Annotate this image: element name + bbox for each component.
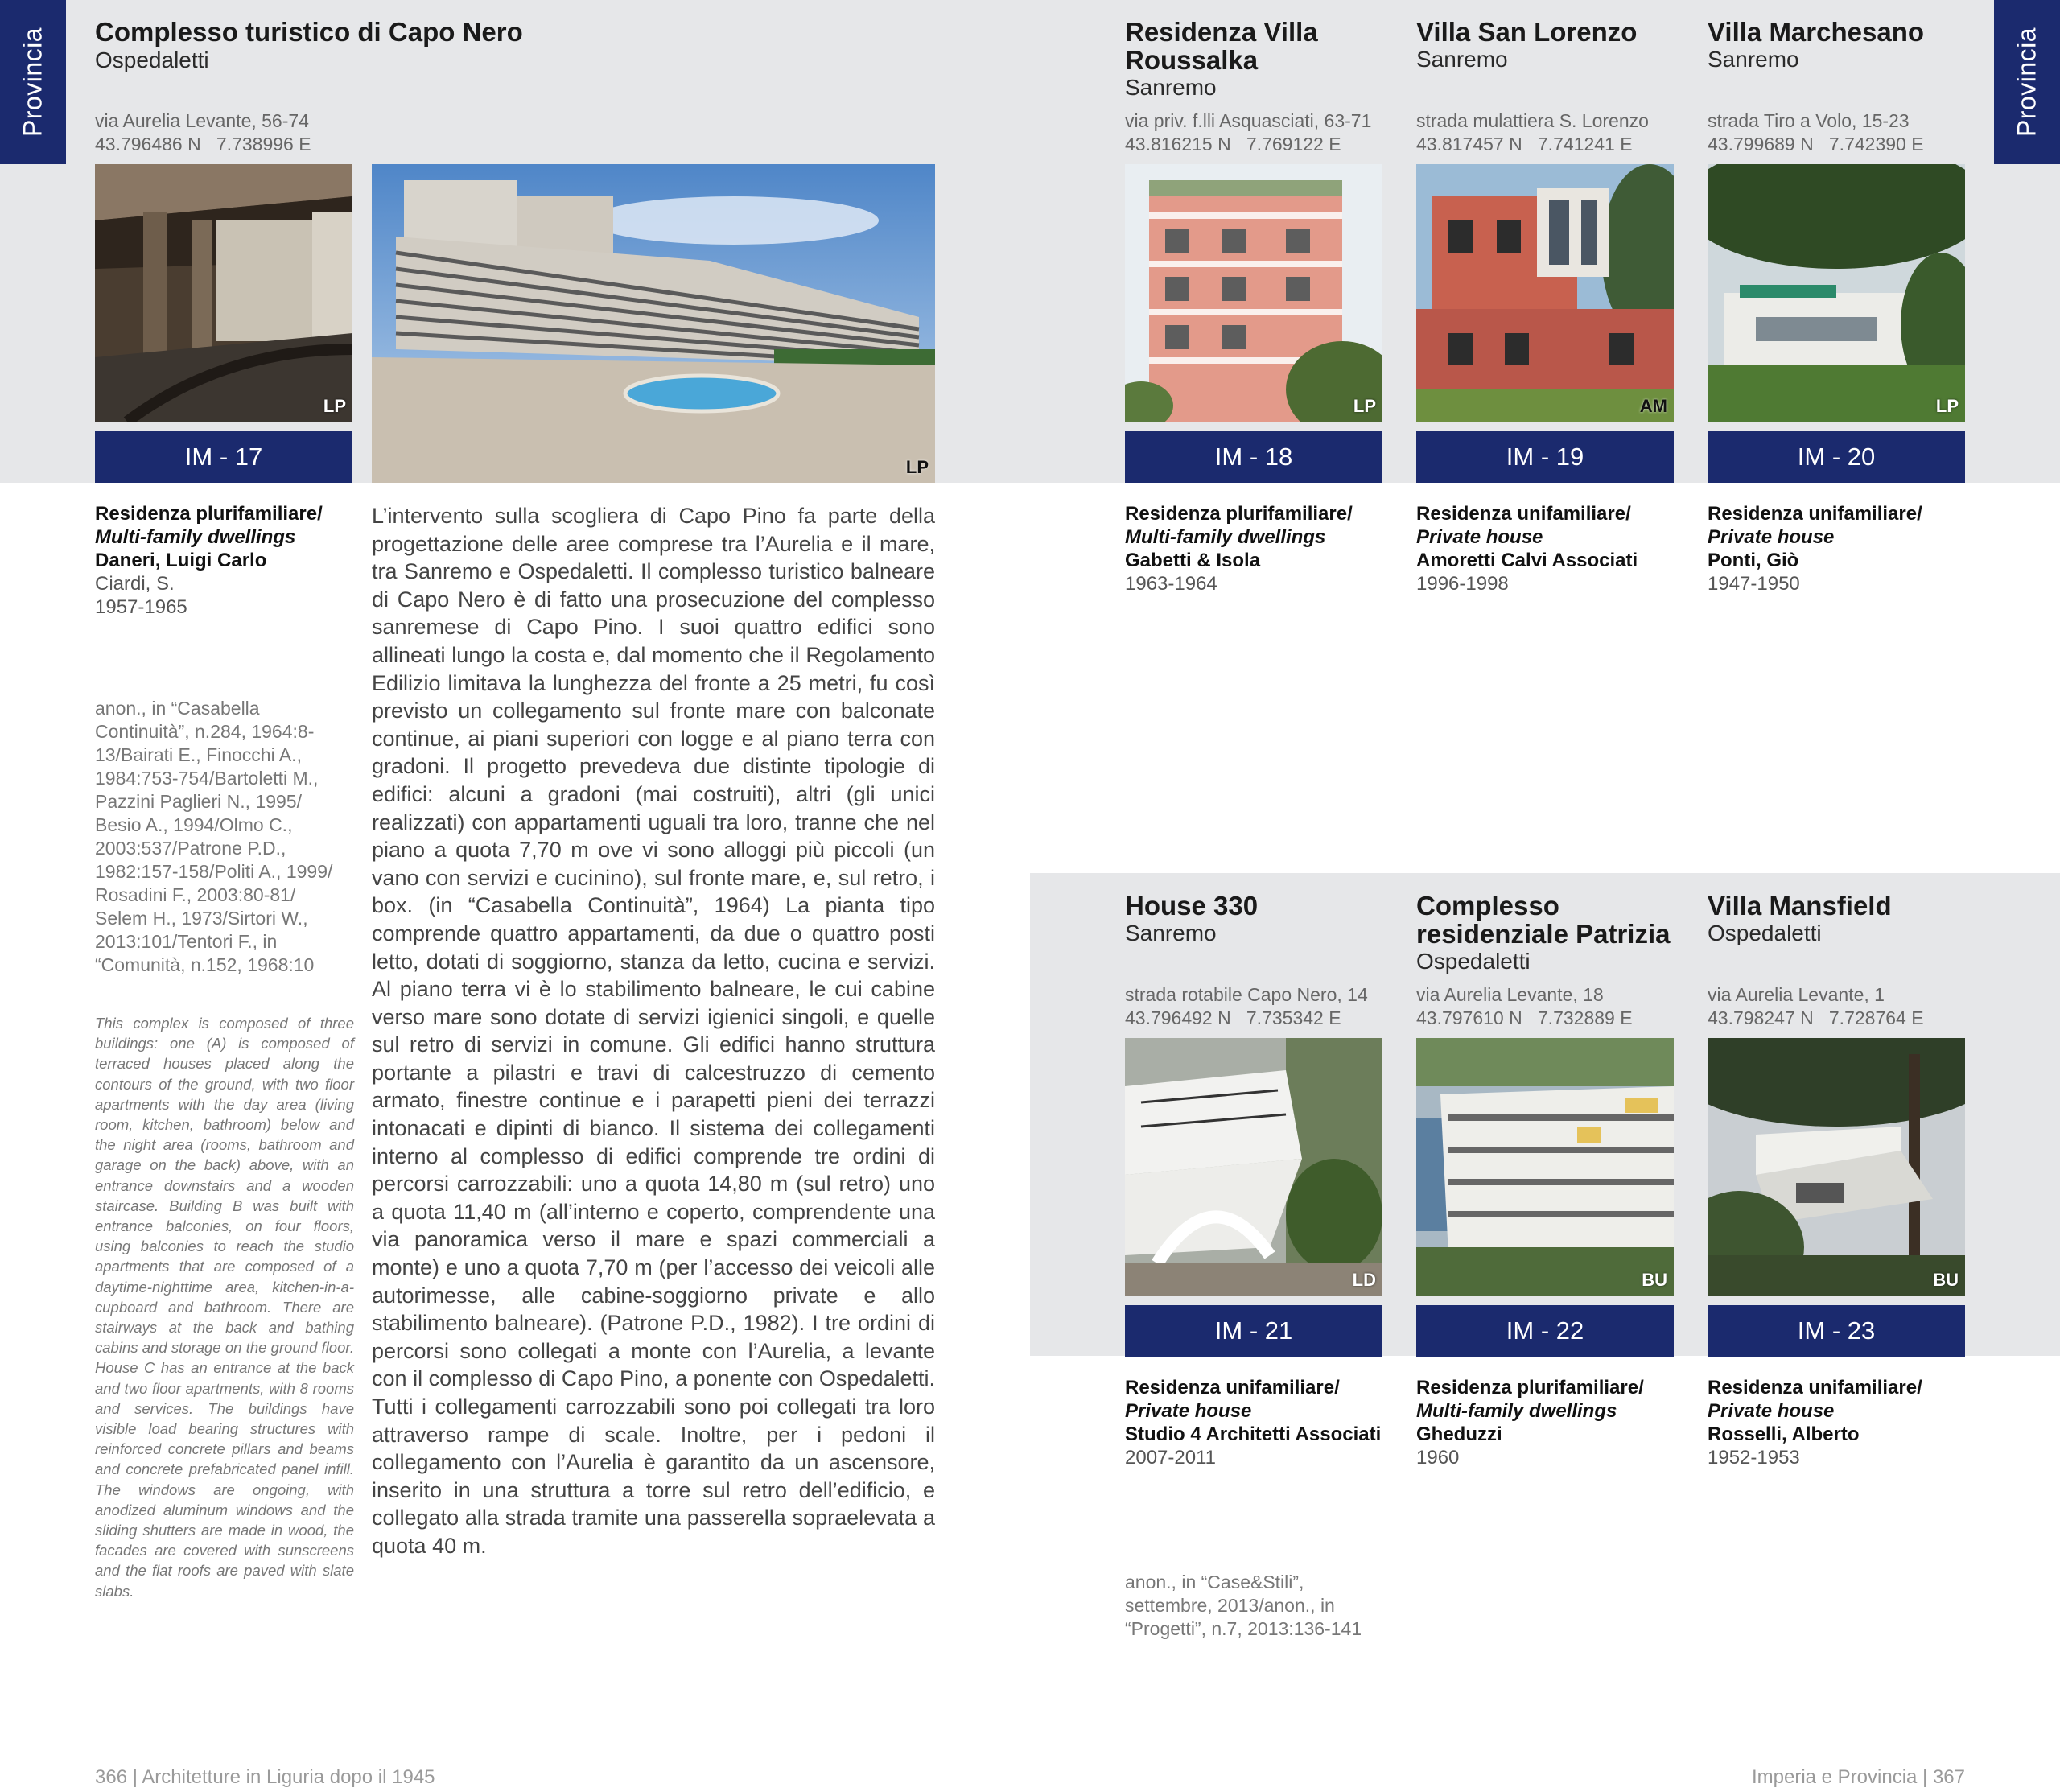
architect: Daneri, Luigi Carlo <box>95 550 267 571</box>
architect: Ponti, Giò <box>1708 550 1799 571</box>
years: 1957-1965 <box>95 596 187 618</box>
photo-credit: LD <box>1352 1270 1376 1290</box>
years: 2007-2011 <box>1125 1447 1216 1469</box>
photo-roussalka <box>1125 164 1382 422</box>
entry-meta <box>1125 502 1399 595</box>
type-en: Multi-family dwellings <box>1416 1400 1617 1422</box>
bibliography: anon., in “Casabella Continuità”, n.284, 1964:8-13/Bairati E., Finocchi A., 1984:753-754/Bartoletti M., Pazzini Paglieri N., 1995/ Besio A., 1994/Olmo C., 2003:537/Patrone P.D., 1982:157-158/Politi A., 1999/ Rosadini F., 2003:80-81/ Selem H., 1973/Sirtori W., 2013:101/Tentori F., in “Comunità, n.152, 1968:10 <box>95 698 333 975</box>
type-it: Residenza plurifamiliare/ <box>1416 1377 1644 1399</box>
entry-card <box>1416 892 1682 975</box>
entry-card <box>1416 18 1682 73</box>
years: 1996-1998 <box>1416 573 1509 595</box>
entry-code: IM - 19 <box>1416 431 1674 483</box>
entry-code: IM - 22 <box>1416 1305 1674 1357</box>
entry-town: Sanremo <box>1708 47 1799 72</box>
photo-complex <box>372 164 935 483</box>
type-it: Residenza unifamiliare/ <box>1708 503 1922 525</box>
entry-title: Villa San Lorenzo <box>1416 17 1638 47</box>
photo-house-330-image <box>1125 1038 1382 1296</box>
photo-san-lorenzo-image <box>1416 164 1674 422</box>
entry-meta <box>1416 502 1690 595</box>
photo-credit: BU <box>1642 1270 1667 1290</box>
entry-address: via priv. f.lli Asquasciati, 63-71 <box>1125 110 1372 131</box>
entry-coords: 43.798247 N 7.728764 E <box>1708 1007 1924 1028</box>
entry-meta <box>1416 1376 1690 1469</box>
entry-meta <box>95 502 360 619</box>
photo-marchesano <box>1708 164 1965 422</box>
bibliography: anon., in “Case&Stili”, settembre, 2013/anon., in “Progetti”, n.7, 2013:136-141 <box>1125 1572 1362 1639</box>
years: 1963-1964 <box>1125 573 1217 595</box>
photo-credit: AM <box>1639 396 1667 416</box>
photo-marchesano-image <box>1708 164 1965 422</box>
architect: Rosselli, Alberto <box>1708 1423 1860 1445</box>
entry-address: strada mulattiera S. Lorenzo <box>1416 110 1649 131</box>
side-tab-left: Provincia <box>0 0 66 164</box>
architect: Amoretti Calvi Associati <box>1416 550 1638 571</box>
type-en: Private house <box>1416 526 1543 548</box>
entry-title: Complesso residenziale Patrizia <box>1416 891 1671 949</box>
photo-house-330 <box>1125 1038 1382 1296</box>
type-en: Multi-family dwellings <box>1125 526 1326 548</box>
entry-coords: 43.816215 N 7.769122 E <box>1125 134 1341 154</box>
entry-coords: 43.817457 N 7.741241 E <box>1416 134 1633 154</box>
photo-complex-image <box>372 164 935 483</box>
years: 1947-1950 <box>1708 573 1800 595</box>
entry-card <box>1125 18 1390 101</box>
type-en: Private house <box>1708 1400 1835 1422</box>
entry-card <box>1708 18 1973 73</box>
entry-code: IM - 21 <box>1125 1305 1382 1357</box>
years: 1952-1953 <box>1708 1447 1800 1469</box>
photo-credit: LP <box>905 457 929 477</box>
entry-title: House 330 <box>1125 891 1259 921</box>
type-en: Private house <box>1708 526 1835 548</box>
architect: Gheduzzi <box>1416 1423 1502 1445</box>
photo-san-lorenzo <box>1416 164 1674 422</box>
entry-town: Sanremo <box>1125 921 1217 945</box>
years: 1960 <box>1416 1447 1460 1469</box>
entry-town: Ospedaletti <box>95 47 209 72</box>
photo-patrizia <box>1416 1038 1674 1296</box>
photo-credit: BU <box>1933 1270 1959 1290</box>
type-it: Residenza plurifamiliare/ <box>1125 503 1353 525</box>
entry-title: Complesso turistico di Capo Nero <box>95 17 523 47</box>
entry-code: IM - 18 <box>1125 431 1382 483</box>
entry-meta <box>1708 1376 1981 1469</box>
entry-meta <box>1708 502 1981 595</box>
photo-credit: LP <box>323 396 346 416</box>
type-it: Residenza unifamiliare/ <box>1416 503 1631 525</box>
english-summary: This complex is composed of three buildings: one (A) is composed of terraced houses placed along the contours of the ground, with two floor apartments with the day area (living room, kitchen, bathroom) below and the night area (rooms, bathroom and garage on the back) above, with an entrance downstairs and a wooden staircase. Building B was built with entrance balconies, on four floors, using balconies to reach the studio apartments that are composed of a daytime-nighttime area, kitchen-in-a-cupboard and bathroom. There are stairways at the back and bathing cabins and storage on the ground floor. House C has an entrance at the back and two floor apartments, with 8 rooms and services. The buildings have visible load bearing structures with reinforced concrete pillars and beams and concrete prefabricated panel infill. The windows are ongoing, with anodized aluminum windows and the sliding shutters are made in wood, the facades are covered with sunscreens and the flat roofs are paved with slate slabs. <box>95 1015 354 1600</box>
photo-patrizia-image <box>1416 1038 1674 1296</box>
entry-town: Ospedaletti <box>1708 921 1822 945</box>
photo-mansfield <box>1708 1038 1965 1296</box>
entry-address: via Aurelia Levante, 1 <box>1708 984 1885 1005</box>
entry-title: Villa Mansfield <box>1708 891 1892 921</box>
entry-coords: 43.797610 N 7.732889 E <box>1416 1007 1633 1028</box>
type-it: Residenza unifamiliare/ <box>1708 1377 1922 1399</box>
entry-card <box>1125 892 1390 947</box>
italian-text: L’intervento sulla scogliera di Capo Pino fa parte della progettazione delle aree comprese tra l’Aurelia e il mare, tra Sanremo e Ospedaletti. Il complesso turistico balneare di Capo Nero è di fatto una prosecuzione del complesso sanremese di Capo Pino. I suoi quattro edifici sono allineati lungo la costa e, dal momento che il Regolamento Edilizio limitava la lunghezza del fronte a 25 metri, fu così previsto un collegamento sul fronte mare con balconate continue, ai piani superiori con logge e al piano terra con gradoni. Il progetto prevedeva due distinte tipologie di edifici: alcuni a gradoni (mai costruiti), altri (gli unici realizzati) con appartamenti uguali tra loro, tranne che nel piano a quota 7,70 m ove vi sono alloggi più piccoli (un vano con servizi e cucinino), sul fronte mare, e, sul retro, i box. (in “Casabella Continuità”, 1964) La pianta tipo comprende quattro appartamenti, da due o quattro posti letto, dotati di soggiorno, stanza da letto, cucina e servizi. Al piano terra vi è lo stabilimento balneare, le cui cabine verso mare sono dotate di servizi igienici singoli, e quelle sul retro di servizi in comune. Gli edifici hanno struttura portante a pilastri e travi di calcestruzzo di cemento armato, finestre continue e i parapetti pieni dei terrazzi intonacati e dipinti di bianco. Il sistema dei collegamenti interno al complesso di edifici comprende tre ordini di percorsi carrozzabili: uno a quota 14,80 m (sul retro) uno a quota 11,40 m (all’interno e coperto, comprendente una via panoramica verso il mare e spazi commerciali a monte) e uno a quota 7,70 m (per l’accesso dei veicoli alle autorimesse, alle cabine-soggiorno private e allo stabilimento balneare). (Patrone P.D., 1982). I tre ordini di percorsi sono collegati a monte con l’Aurelia, a levante con il complesso di Capo Pino, a ponente con Ospedaletti. Tutti i collegamenti carrozzabili sono poi collegati tra loro attraverso rampe di scale. Inoltre, per i pedoni il collegamento con l’Aurelia è garantito da un ascensore, inserito in una struttura a torre sul retro dell’edificio, e collegato alla strada tramite una passerella sopraelevata a quota 40 m. <box>372 504 935 1558</box>
entry-address: strada Tiro a Volo, 15-23 <box>1708 110 1910 131</box>
entry-coords: 43.796486 N 7.738996 E <box>95 134 311 154</box>
entry-code: IM - 17 <box>95 431 352 483</box>
entry-town: Sanremo <box>1416 47 1508 72</box>
entry-coords: 43.799689 N 7.742390 E <box>1708 134 1924 154</box>
entry-address: strada rotabile Capo Nero, 14 <box>1125 984 1368 1005</box>
type-it: Residenza plurifamiliare/ <box>95 503 323 525</box>
entry-address: via Aurelia Levante, 56-74 <box>95 110 309 131</box>
entry-town: Sanremo <box>1125 75 1217 100</box>
photo-arcade <box>95 164 352 422</box>
collaborator: Ciardi, S. <box>95 573 175 595</box>
footer-right: Imperia e Provincia | 367 <box>1751 1766 1965 1788</box>
footer-left: 366 | Architetture in Liguria dopo il 1945 <box>95 1766 435 1788</box>
entry-code: IM - 20 <box>1708 431 1965 483</box>
entry-card <box>1708 892 1973 947</box>
photo-credit: LP <box>1353 396 1376 416</box>
type-en: Multi-family dwellings <box>95 526 296 548</box>
type-en: Private house <box>1125 1400 1252 1422</box>
entry-title: Residenza Villa Roussalka <box>1125 17 1318 75</box>
entry-town: Ospedaletti <box>1416 949 1531 974</box>
entry-meta <box>1125 1376 1399 1469</box>
type-it: Residenza unifamiliare/ <box>1125 1377 1340 1399</box>
photo-roussalka-image <box>1125 164 1382 422</box>
photo-credit: LP <box>1935 396 1959 416</box>
architect: Gabetti & Isola <box>1125 550 1261 571</box>
side-tab-right: Provincia <box>1994 0 2060 164</box>
entry-coords: 43.796492 N 7.735342 E <box>1125 1007 1341 1028</box>
photo-arcade-image <box>95 164 352 422</box>
entry-title: Villa Marchesano <box>1708 17 1925 47</box>
entry-code: IM - 23 <box>1708 1305 1965 1357</box>
architect: Studio 4 Architetti Associati <box>1125 1423 1382 1445</box>
photo-mansfield-image <box>1708 1038 1965 1296</box>
entry-address: via Aurelia Levante, 18 <box>1416 984 1604 1005</box>
